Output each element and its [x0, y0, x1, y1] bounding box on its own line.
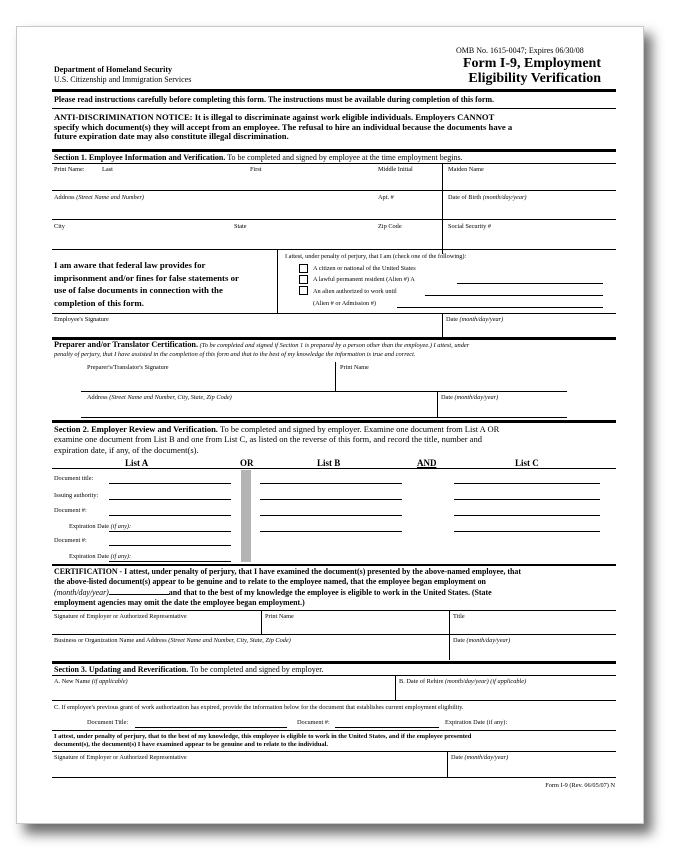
rehire-hint: (month/day/year) (if applicable)	[445, 678, 527, 685]
doc-number-2-label: Document #:	[54, 537, 87, 544]
list-c-doc-number-line[interactable]	[454, 515, 600, 516]
list-b-doc-title-line[interactable]	[260, 483, 402, 484]
section2-text-1: To be completed and signed by employer. Examine one document from List A OR	[217, 424, 500, 434]
agency-name: Department of Homeland Security	[54, 65, 172, 74]
certification-top-rule	[52, 564, 616, 566]
list-a-doc-number-line[interactable]	[109, 515, 231, 516]
dob-hint: (month/day/year)	[482, 194, 527, 201]
print-name-label: Print Name:	[54, 166, 85, 173]
attest-statement: I attest, under penalty of perjury, that I am (check one of the following):	[285, 253, 467, 260]
list-b-exp-date-line[interactable]	[260, 531, 402, 532]
signature-row-rule	[52, 313, 616, 314]
new-name-text: A. New Name	[54, 678, 92, 685]
alien-admission-label: (Alien # or Admission #)	[313, 300, 376, 307]
alien-number-line[interactable]	[457, 283, 603, 284]
list-c-exp-date-line[interactable]	[454, 531, 600, 532]
apt-label: Apt. #	[378, 194, 394, 201]
section1-heading-rule	[52, 163, 616, 164]
form-revision-footer: Form I-9 (Rev. 06/05/07) N	[545, 782, 615, 789]
preparer-text-2: penalty of perjury, that I have assisted in the completion of this form and that to the best of my knowledge the information is true and correct.	[54, 350, 416, 358]
certification-start-date-hint: (month/day/year)	[54, 587, 109, 597]
list-b-heading: List B	[317, 458, 341, 468]
employer-title-divider	[449, 610, 450, 660]
section3-date-label	[451, 754, 508, 761]
header-rule	[52, 89, 616, 92]
new-name-rule	[52, 700, 616, 701]
section3-date-hint: (month/day/year)	[464, 754, 509, 761]
section3-subtitle: To be completed and signed by employer.	[188, 665, 324, 674]
address-row-rule	[52, 219, 616, 220]
employee-date-label	[446, 316, 503, 323]
list-a-heading: List A	[125, 458, 149, 468]
or-separator-bar	[241, 470, 251, 562]
zip-label: Zip Code	[378, 223, 402, 230]
preparer-date-label	[441, 394, 498, 401]
doc-title-label: Document title:	[54, 475, 94, 482]
citizen-checkbox[interactable]	[299, 264, 308, 273]
employee-date-text: Date	[446, 316, 460, 323]
exp-date-2-hint: (if any):	[110, 553, 132, 560]
list-a-doc-number-2-line[interactable]	[109, 545, 231, 546]
list-a-exp-date-2-line[interactable]	[109, 561, 231, 562]
section1-title: Section 1. Employee Information and Verification.	[54, 153, 226, 162]
form-title-line-1: Form I-9, Employment	[462, 56, 601, 71]
section3-attestation	[54, 733, 471, 750]
employer-sig-rule	[52, 634, 616, 635]
notice-line-2: specify which document(s) they will accept from an employee. The refusal to hire an individual because the documents have a	[54, 121, 513, 132]
preparer-signature-label: Preparer's/Translator's Signature	[87, 364, 169, 371]
preparer-text-1: (To be completed and signed if Section 1 is prepared by a person other than the employee.) I attest, under	[198, 342, 470, 349]
employee-date-hint: (month/day/year)	[459, 316, 504, 323]
notice-line-3: future expiration date may also constitute illegal discrimination.	[54, 131, 289, 142]
section3-date-divider	[447, 751, 448, 777]
omb-number: OMB No. 1615-0047; Expires 06/30/08	[456, 46, 584, 55]
section3-bottom-rule	[52, 777, 616, 778]
section3-date-text: Date	[451, 754, 465, 761]
aware-line-3: use of false documents in connection with the	[54, 285, 223, 295]
rehire-label	[399, 678, 526, 685]
lpr-option-label: A lawful permanent resident (Alien #) A	[313, 276, 415, 283]
instructions-text: Please read instructions carefully before completing this form. The instructions must be available during completion of this form.	[54, 95, 495, 104]
reverify-doc-number-line[interactable]	[335, 727, 439, 728]
preparer-address-line[interactable]	[81, 417, 567, 418]
aware-line-1: I am aware that federal law provides for	[54, 260, 206, 270]
preparer-date-text: Date	[441, 394, 455, 401]
list-heading-rule	[52, 468, 616, 469]
maiden-name-label: Maiden Name	[448, 166, 484, 173]
section2-title: Section 2. Employer Review and Verification.	[54, 424, 218, 434]
preparer-print-name-label: Print Name	[340, 364, 369, 371]
employer-title-label: Title	[453, 613, 465, 620]
preparer-sig-line[interactable]	[81, 391, 567, 392]
employer-date-label	[453, 637, 510, 644]
dob-label	[448, 194, 527, 201]
certification-line-3: and that to the best of my knowledge the employee is eligible to work in the United States. (State	[168, 587, 492, 597]
address-label	[54, 194, 144, 201]
admission-number-line[interactable]	[397, 307, 603, 308]
citizen-option-label: A citizen or national of the United States	[313, 265, 416, 272]
section2-heading	[54, 424, 499, 455]
section3-top-rule	[52, 661, 616, 664]
last-name-label: Last	[102, 166, 113, 173]
preparer-address-label	[87, 394, 232, 401]
aware-line-4: completion of this form.	[54, 297, 144, 308]
list-a-exp-date-line[interactable]	[109, 531, 231, 532]
list-c-issuing-line[interactable]	[454, 499, 600, 500]
certification-line-4: employment agencies may omit the date the employee began employment.)	[54, 598, 305, 608]
reverify-doc-title-line[interactable]	[135, 727, 287, 728]
employer-date-hint: (month/day/year)	[466, 637, 511, 644]
section3-signature-label: Signature of Employer or Authorized Representative	[54, 754, 187, 761]
alien-option-label: An alien authorized to work until	[313, 288, 397, 295]
certification-line-1: CERTIFICATION - I attest, under penalty of perjury, that I have examined the document(s) presented by the above-named employee, that	[54, 567, 522, 576]
sub-agency-name: U.S. Citizenship and Immigration Services	[54, 75, 192, 84]
doc-number-label: Document #:	[54, 507, 87, 514]
certification-rule	[52, 610, 616, 611]
section3-attest-rule	[52, 751, 616, 752]
employer-signature-label: Signature of Employer or Authorized Representative	[54, 613, 187, 620]
ssn-label: Social Security #	[448, 223, 492, 230]
preparer-divider	[335, 362, 336, 391]
alien-checkbox[interactable]	[299, 286, 308, 295]
aware-line-2: imprisonment and/or fines for false statements or	[54, 272, 239, 283]
list-b-issuing-line[interactable]	[260, 499, 402, 500]
signature-date-divider	[442, 313, 443, 337]
preparer-address-text: Address	[87, 394, 110, 401]
preparer-heading: Preparer and/or Translator Certification.	[54, 340, 199, 349]
address-hint: (Street Name and Number)	[76, 194, 145, 201]
form-page	[16, 26, 644, 824]
list-a-doc-title-line[interactable]	[109, 483, 231, 484]
first-name-label: First	[250, 166, 262, 173]
section2-top-rule	[52, 420, 616, 423]
address-label-text: Address	[54, 194, 77, 201]
new-name-hint: (if applicable)	[91, 678, 128, 685]
section2-text-3: expiration date, if any, of the document(s).	[54, 444, 199, 455]
preparer-certification	[54, 341, 469, 359]
section1-divider	[442, 163, 443, 254]
anti-discrimination-notice	[54, 113, 512, 142]
certification-text	[54, 567, 521, 609]
state-label: State	[234, 223, 247, 230]
notice-line-1: It is illegal to discriminate against work eligible individuals. Employers CANNOT	[192, 112, 495, 122]
exp-date-2-text: Expiration Date	[69, 553, 111, 560]
preparer-date-hint: (month/day/year)	[454, 394, 499, 401]
city-label: City	[54, 223, 65, 230]
section1-top-rule	[52, 149, 616, 152]
section1-heading	[54, 153, 463, 162]
perjury-warning	[54, 259, 239, 309]
instructions-rule	[52, 108, 616, 109]
or-label: OR	[240, 458, 254, 468]
section3-attest-line-2: document(s), the document(s) I have examined appear to be genuine and to relate to the individual.	[54, 741, 329, 749]
issuing-authority-label: Issuing authority:	[54, 492, 99, 499]
section1-subtitle: To be completed and signed by employee at the time employment begins.	[225, 153, 463, 162]
preparer-date-divider	[437, 391, 438, 417]
list-b-doc-number-line[interactable]	[260, 515, 402, 516]
section3-heading	[54, 665, 324, 674]
lpr-checkbox[interactable]	[299, 275, 308, 284]
middle-initial-label: Middle Initial	[378, 166, 413, 173]
reverify-doc-title-label: Document Title:	[87, 719, 129, 726]
reverification-instruction: C. If employee's previous grant of work authorization has expired, provide the information below for the document that establishes current employment eligibility.	[54, 704, 464, 711]
reverify-exp-date-label: Expiration Date (if any):	[445, 719, 508, 726]
exp-date-hint: (if any):	[110, 523, 132, 530]
employer-sig-divider	[261, 610, 262, 634]
new-name-label	[54, 678, 128, 685]
section2-text-2: examine one document from List B and one from List C, as listed on the reverse of this form, and record the title, number and	[54, 434, 482, 445]
exp-date-2-label	[69, 553, 131, 560]
name-row-rule	[52, 190, 616, 191]
section3-heading-rule	[52, 675, 616, 676]
certification-line-2: the above-listed document(s) appear to be genuine and to relate to the employee named, that the employee began employment on	[54, 577, 486, 587]
and-label: AND	[417, 458, 437, 468]
business-address-text: Business or Organization Name and Address	[54, 637, 169, 644]
reverify-rule	[52, 730, 616, 731]
exp-date-text: Expiration Date	[69, 523, 111, 530]
business-address-label	[54, 637, 291, 644]
section3-attest-line-1: I attest, under penalty of perjury, that to the best of my knowledge, this employee is eligible to work in the United States, and if the employee presented	[54, 733, 472, 740]
reverify-doc-number-label: Document #:	[297, 719, 330, 726]
employee-signature-label: Employee's Signature	[54, 316, 109, 323]
section3-title: Section 3. Updating and Reverification.	[54, 665, 189, 674]
list-a-issuing-line[interactable]	[109, 499, 231, 500]
work-until-line[interactable]	[425, 295, 603, 296]
city-row-rule	[52, 249, 616, 250]
form-title	[463, 56, 601, 86]
notice-heading: ANTI-DISCRIMINATION NOTICE:	[54, 112, 193, 122]
form-title-line-2: Eligibility Verification	[468, 71, 601, 86]
attest-divider	[277, 249, 278, 313]
list-c-heading: List C	[515, 458, 539, 468]
rehire-divider	[395, 675, 396, 700]
employer-print-name-label: Print Name	[265, 613, 294, 620]
rehire-text: B. Date of Rehire	[399, 678, 445, 685]
preparer-address-hint: (Street Name and Number, City, State, Zip Code)	[109, 394, 232, 401]
employer-date-text: Date	[453, 637, 467, 644]
list-c-doc-title-line[interactable]	[454, 483, 600, 484]
dob-label-text: Date of Birth	[448, 194, 483, 201]
business-address-hint: (Street Name and Number, City, State, Zip Code)	[168, 637, 291, 644]
exp-date-label	[69, 523, 131, 530]
